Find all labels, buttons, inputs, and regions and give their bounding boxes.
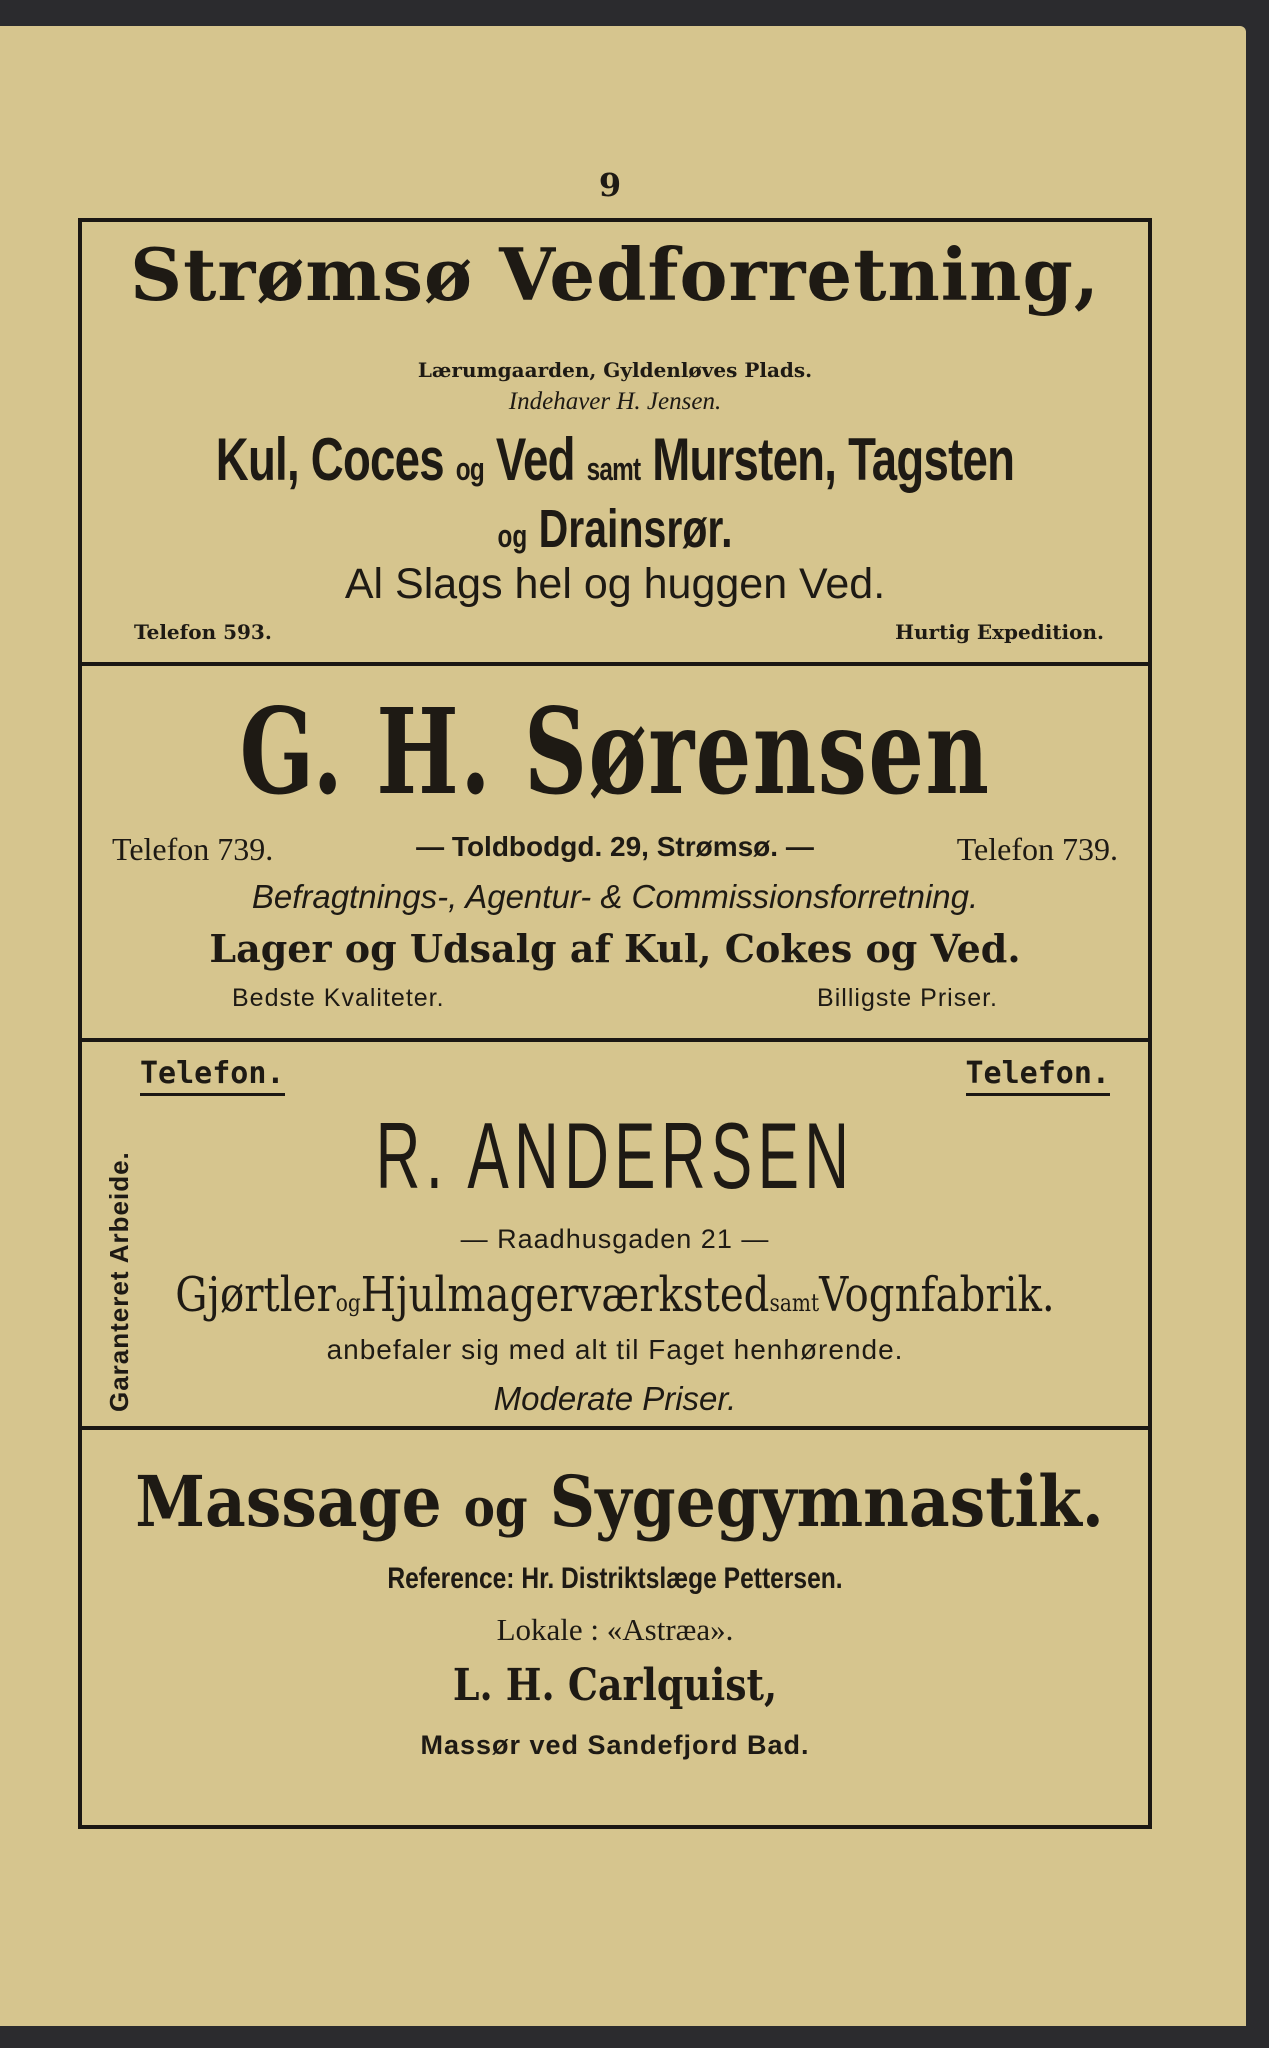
telephone-right: Telefon 739. <box>956 831 1118 867</box>
ad-massage <box>82 1430 1148 1825</box>
page-number: 9 <box>598 166 622 204</box>
title-og: og <box>463 1478 528 1539</box>
telephone: Telefon 593. <box>134 620 272 644</box>
expedition: Hurtig Expedition. <box>895 620 1104 644</box>
stock-line: Lager og Udsalg af Kul, Cokes og Ved. <box>209 926 1021 971</box>
location: Lokale : «Astræa». <box>496 1612 734 1647</box>
trade-part: Vognfabrik. <box>819 1267 1055 1323</box>
goods-og: og <box>455 451 484 487</box>
trade-line <box>167 1267 1062 1323</box>
price-line: Billigste Priser. <box>817 984 998 1012</box>
trade-og: og <box>335 1289 361 1317</box>
trade-part: Gjørtler <box>175 1267 336 1323</box>
telephone-left: Telefon 739. <box>112 831 274 867</box>
telephone-right: Telefon. <box>966 1056 1111 1096</box>
goods-part: Ved <box>495 426 575 493</box>
business-name: G. H. Sørensen <box>239 682 991 821</box>
advertisement-frame <box>78 218 1152 1829</box>
business-address: — Toldbodgd. 29, Strømsø. — <box>416 831 814 862</box>
business-name: R. ANDERSEN <box>375 1103 855 1208</box>
ad-stromso-vedforretning <box>82 222 1148 664</box>
telephone-left: Telefon. <box>140 1056 285 1096</box>
person-role: Massør ved Sandefjord Bad. <box>420 1730 810 1760</box>
recommendation: anbefaler sig med alt til Faget henhørende. <box>326 1334 904 1365</box>
business-address: — Raadhusgaden 21 — <box>460 1224 770 1254</box>
wood-line: Al Slags hel og huggen Ved. <box>344 560 886 608</box>
trade-part: Hjulmagerværksted <box>360 1267 770 1323</box>
title-part: Massage <box>135 1460 442 1543</box>
goods-samt: samt <box>586 451 641 487</box>
ad-andersen <box>82 1042 1148 1428</box>
person-name: L. H. Carlquist, <box>452 1660 778 1711</box>
business-owner: Indehaver H. Jensen. <box>508 388 722 415</box>
goods-line <box>210 425 1020 494</box>
goods-og: og <box>497 518 528 554</box>
trade-samt: samt <box>769 1289 820 1317</box>
title-part: Sygegymnastik. <box>549 1460 1104 1543</box>
goods-part: Drainsrør. <box>538 499 733 559</box>
guarantee-side-text: Garanteret Arbeide. <box>104 1151 134 1412</box>
business-name: Strømsø Vedforretning, <box>130 232 1100 317</box>
ad-sorensen <box>82 666 1148 1040</box>
reference: Reference: Hr. Distriktslæge Pettersen. <box>387 1562 843 1595</box>
quality-line: Bedste Kvaliteter. <box>232 984 445 1012</box>
business-address: Lærumgaarden, Gyldenløves Plads. <box>417 358 813 382</box>
services: Befragtnings-, Agentur- & Commissionsforretning. <box>251 878 979 915</box>
massage-title <box>135 1460 1104 1543</box>
goods-part: Kul, Coces <box>215 426 444 493</box>
moderate-prices: Moderate Priser. <box>493 1380 737 1417</box>
goods-line-2 <box>210 498 1020 560</box>
page <box>0 26 1246 2026</box>
goods-part: Mursten, Tagsten <box>652 426 1015 493</box>
